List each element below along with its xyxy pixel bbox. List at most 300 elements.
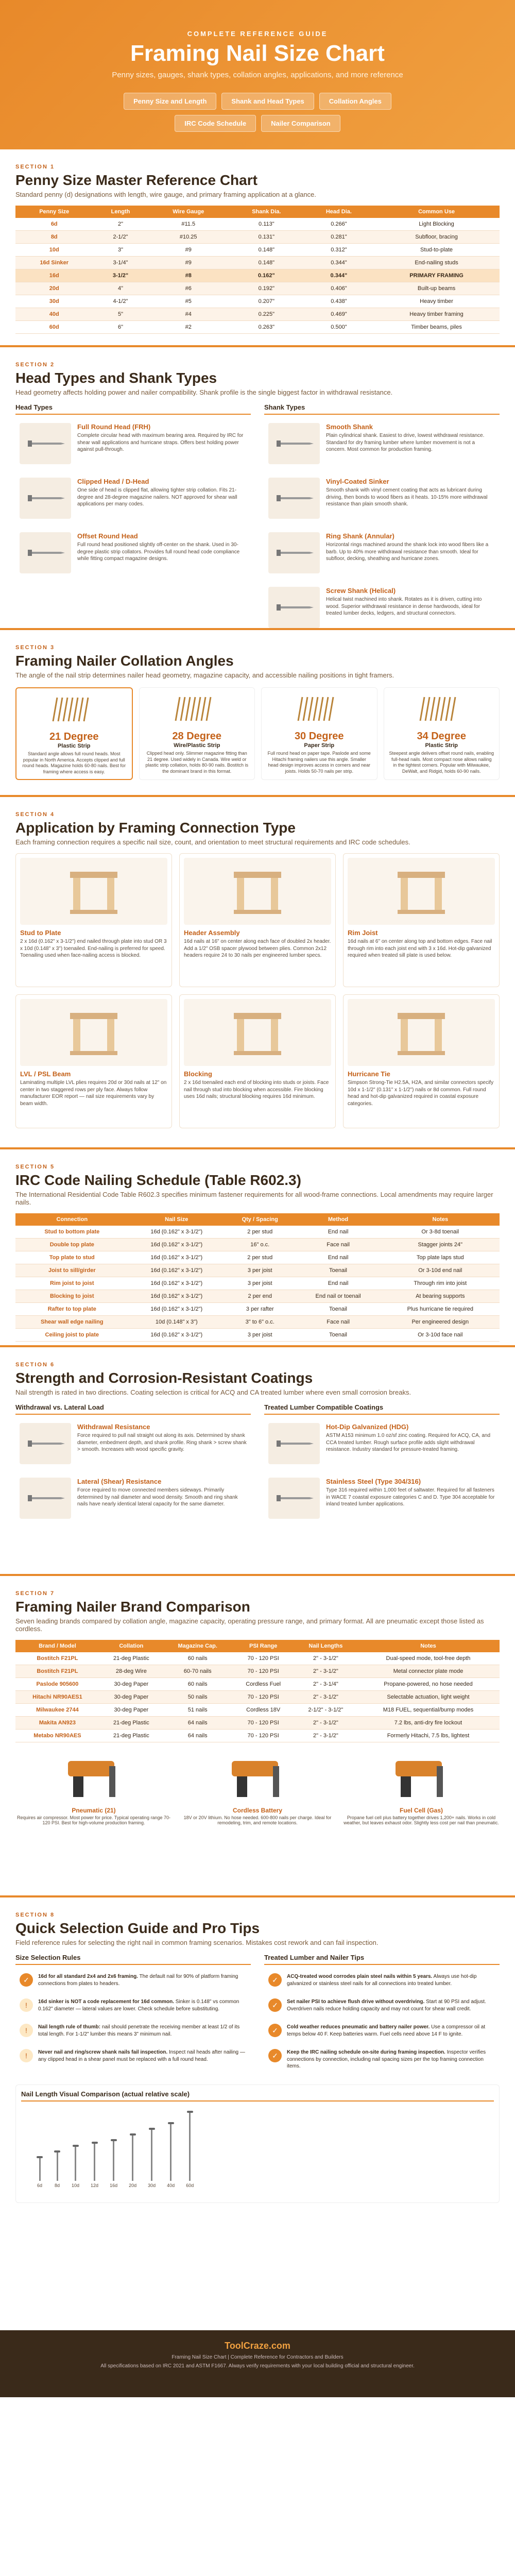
nav-shank-head[interactable]: Shank and Head Types xyxy=(221,93,314,110)
collation-card xyxy=(384,687,500,780)
section-title: IRC Code Nailing Schedule (Table R602.3) xyxy=(15,1172,301,1188)
table-cell: 16d (0.162" x 3-1/2") xyxy=(129,1239,225,1251)
card-title: Withdrawal Resistance xyxy=(77,1423,150,1431)
table-cell: 0.192" xyxy=(229,282,304,295)
nail-length-comparison xyxy=(15,2084,500,2203)
table-cell: 30-deg Paper xyxy=(99,1678,163,1691)
section-desc: The angle of the nail strip determines nailer head geometry, magazine capacity, and accessible nailing positions in tight framers. xyxy=(15,671,394,679)
table-cell: 0.266" xyxy=(304,218,373,231)
table-cell: #4 xyxy=(148,308,228,321)
column-header: Method xyxy=(296,1213,381,1226)
column-header: Shank Dia. xyxy=(229,206,304,218)
section-collation xyxy=(0,630,515,795)
table-cell: 6d xyxy=(15,218,93,231)
table-cell: 3 per joist xyxy=(225,1277,296,1290)
table-cell: 2 per end xyxy=(225,1290,296,1303)
card-title: Ring Shank (Annular) xyxy=(326,532,394,540)
nailer-type-title: Fuel Cell (Gas) xyxy=(399,1807,443,1814)
column-header: Notes xyxy=(381,1213,500,1226)
table-cell: Built-up beams xyxy=(373,282,500,295)
table-cell: Or 3-10d face nail xyxy=(381,1329,500,1342)
table-cell: Cordless Fuel xyxy=(232,1678,295,1691)
card-desc: Force required to move connected members sideways. Primarily determined by nail diameter and wood density. Smooth and ring shank nails have nearly identical lateral capacity for the same diameter. xyxy=(77,1487,238,1507)
table-cell: PRIMARY FRAMING xyxy=(373,269,500,282)
check-icon: ✓ xyxy=(268,1998,282,2012)
table-cell: 3" xyxy=(93,244,148,257)
tip-desc: Use a compressor oil at temps below 40 F. Keep batteries warm. Fuel cells need above 14 F to ignite. xyxy=(287,2024,486,2037)
application-desc: Simpson Strong-Tie H2.5A, H2A, and similar connectors specify 10d x 1-1/2" (0.131" x 1-1/2") nails or 8d common. Full round head and hot-dip galvanized required in coastal exposure categories. xyxy=(348,1080,494,1107)
footer xyxy=(0,2330,515,2397)
table-cell: 60 nails xyxy=(163,1652,232,1665)
nail-scale-item xyxy=(37,2156,43,2188)
tip-item xyxy=(15,1994,251,2016)
table-cell: 0.148" xyxy=(229,244,304,257)
application-desc: 2 x 16d (0.162" x 3-1/2") end nailed through plate into stud OR 3 x 10d (0.148" x 3") toenailed. End-nailing is preferred for speed. Toenailing used when face-nailing access is blocked. xyxy=(20,939,167,958)
collation-angle: 30 Degree xyxy=(294,731,344,742)
nail-head-icon xyxy=(20,423,71,464)
card-desc: Smooth shank with vinyl cement coating that acts as lubricant during driving, then bonds to wood fibers as it heats. 10-15% more withdrawal resistance than plain smooth shank. xyxy=(326,487,488,507)
head-types-column xyxy=(15,403,251,637)
table-cell: Heavy timber xyxy=(373,295,500,308)
table-row xyxy=(15,1264,500,1277)
table-cell: At bearing supports xyxy=(381,1290,500,1303)
tip-desc: The default nail for 90% of platform framing connections from plates to headers. xyxy=(38,1974,238,1987)
table-cell: 40d xyxy=(15,308,93,321)
table-cell: 0.500" xyxy=(304,321,373,334)
table-cell: 0.438" xyxy=(304,295,373,308)
nail-scale-item xyxy=(91,2142,98,2188)
card-desc: ASTM A153 minimum 1.0 oz/sf zinc coating. Required for ACQ, CA, and CCA treated lumber. Rough surface profile adds slight withdrawal resistance. Industry standard for pressure-treated framing. xyxy=(326,1433,491,1452)
table-cell: 4-1/2" xyxy=(93,295,148,308)
tip-desc: Start at 90 PSI and adjust. Overdriven nails reduce holding capacity and may not count for shear wall credit. xyxy=(287,1999,486,2012)
footer-disclaimer: All specifications based on IRC 2021 and ASTM F1667. Always verify requirements with your local building official and structural engineer. xyxy=(100,2363,415,2369)
nail-shank xyxy=(189,2113,191,2181)
nail-shank xyxy=(151,2130,152,2181)
column-header: Qty / Spacing xyxy=(225,1213,296,1226)
coated-nail-icon xyxy=(268,1478,320,1519)
section-label: SECTION 8 xyxy=(15,1912,55,1918)
table-cell: 70 - 120 PSI xyxy=(232,1665,295,1678)
nail-scale-item xyxy=(72,2145,79,2188)
column-heading: Withdrawal vs. Lateral Load xyxy=(15,1403,251,1415)
table-cell: #2 xyxy=(148,321,228,334)
table-cell: 16d (0.162" x 3-1/2") xyxy=(129,1226,225,1239)
table-cell: 0.281" xyxy=(304,231,373,244)
section-head-shank xyxy=(0,347,515,628)
nail-label: 20d xyxy=(129,2182,137,2188)
card-desc: Plain cylindrical shank. Easiest to drive, lowest withdrawal resistance. Standard for dry framing lumber where lumber movement is not a concern. Most common for production framing. xyxy=(326,433,485,452)
table-cell: 5" xyxy=(93,308,148,321)
nail-head-icon xyxy=(20,478,71,519)
table-cell: Stud-to-plate xyxy=(373,244,500,257)
table-row xyxy=(15,1239,500,1251)
section-title: Quick Selection Guide and Pro Tips xyxy=(15,1920,260,1936)
table-cell: End nail or toenail xyxy=(296,1290,381,1303)
table-cell: 16d (0.162" x 3-1/2") xyxy=(129,1251,225,1264)
table-cell: Or 3-10d end nail xyxy=(381,1264,500,1277)
application-card xyxy=(343,853,500,987)
framing-illustration-icon xyxy=(184,999,331,1066)
nail-label: 6d xyxy=(37,2182,42,2188)
column-heading: Treated Lumber and Nailer Tips xyxy=(264,1954,500,1965)
section-desc: Head geometry affects holding power and nailer compatibility. Shank profile is the single biggest factor in withdrawal resistance. xyxy=(15,388,393,396)
nail-shank-icon xyxy=(268,478,320,519)
table-cell: 64 nails xyxy=(163,1717,232,1730)
card-desc: One side of head is clipped flat, allowing tighter strip collation. Fits 21-degree and 28-degree magazine nailers. NOT approved for shear wall applications per many codes. xyxy=(77,487,237,507)
table-cell: 2-1/2" - 3-1/2" xyxy=(295,1704,357,1717)
section-title: Application by Framing Connection Type xyxy=(15,820,296,836)
penny-size-table xyxy=(15,206,500,334)
table-cell: 16d (0.162" x 3-1/2") xyxy=(129,1277,225,1290)
section-title: Framing Nailer Collation Angles xyxy=(15,653,234,669)
nail-label: 8d xyxy=(54,2182,60,2188)
table-cell: 0.162" xyxy=(229,269,304,282)
table-cell: 0.344" xyxy=(304,257,373,269)
framing-illustration-icon xyxy=(20,858,167,925)
table-cell: 70 - 120 PSI xyxy=(232,1730,295,1742)
application-card xyxy=(179,994,336,1128)
table-row xyxy=(15,1665,500,1678)
application-card xyxy=(179,853,336,987)
table-cell: Metabo NR90AES xyxy=(15,1730,99,1742)
table-cell: Plus hurricane tie required xyxy=(381,1303,500,1316)
load-diagram-icon xyxy=(20,1423,71,1464)
section-desc: The International Residential Code Table R602.3 specifies minimum fastener requirements for all wood-frame connections. Local amendments may require larger nails. xyxy=(15,1191,493,1206)
tip-item xyxy=(264,2020,500,2042)
table-cell: Stagger joints 24" xyxy=(381,1239,500,1251)
application-desc: 2 x 16d toenailed each end of blocking into studs or joists. Face nail through stud into blocking when accessible. Fire blocking uses 16d nails; structural blocking requires 16d minimum. xyxy=(184,1080,329,1099)
column-header: Head Dia. xyxy=(304,206,373,218)
table-cell: 2" - 3-1/2" xyxy=(295,1717,357,1730)
table-cell: 28-deg Wire xyxy=(99,1665,163,1678)
section-brand-comparison xyxy=(0,1576,515,1895)
nail-label: 60d xyxy=(186,2182,194,2188)
nail-scale-item xyxy=(129,2133,136,2188)
nail-strip-icon xyxy=(418,693,465,724)
table-cell: 2" - 3-1/2" xyxy=(295,1730,357,1742)
table-row xyxy=(15,308,500,321)
card-title: Lateral (Shear) Resistance xyxy=(77,1478,162,1485)
comparison-title: Nail Length Visual Comparison (actual relative scale) xyxy=(21,2090,494,2102)
table-cell: Or 3-8d toenail xyxy=(381,1226,500,1239)
collation-desc: Clipped head only. Slimmer magazine fitting than 21 degree. Used widely in Canada. Wire weld or plastic strip collation, holds 80-90 nails. Bostitch is the dominant brand in this format. xyxy=(145,751,249,774)
table-row xyxy=(15,1691,500,1704)
treated-tips-column xyxy=(264,1954,500,2077)
table-cell: Cordless 18V xyxy=(232,1704,295,1717)
info-card xyxy=(15,1473,251,1523)
collation-angle: 21 Degree xyxy=(49,731,99,742)
section-label: SECTION 4 xyxy=(15,811,55,818)
application-title: Hurricane Tie xyxy=(348,1070,390,1078)
shank-types-column xyxy=(264,403,500,637)
column-header: PSI Range xyxy=(232,1640,295,1652)
nail-strip-icon xyxy=(174,693,220,724)
table-cell: 3 per joist xyxy=(225,1264,296,1277)
tip-desc: Inspect nail heads after nailing — any clipped head in a shear panel must be replaced with a full round head. xyxy=(38,2049,245,2062)
nail-shank-icon xyxy=(268,532,320,573)
check-icon: ✓ xyxy=(268,2049,282,2062)
table-cell: Per engineered design xyxy=(381,1316,500,1329)
section-desc: Standard penny (d) designations with length, wire gauge, and primary framing application at a glance. xyxy=(15,191,316,198)
nail-shank xyxy=(170,2124,171,2181)
table-cell: Stud to bottom plate xyxy=(15,1226,129,1239)
footer-brand[interactable]: ToolCraze.com xyxy=(225,2341,290,2351)
table-cell: 30d xyxy=(15,295,93,308)
table-cell: Formerly Hitachi, 7.5 lbs, lightest xyxy=(357,1730,500,1742)
section-label: SECTION 2 xyxy=(15,362,55,368)
table-cell: Toenail xyxy=(296,1329,381,1342)
table-cell: 2" xyxy=(93,218,148,231)
card-desc: Force required to pull nail straight out along its axis. Determined by shank diameter, embedment depth, and shank profile. Ring shank > screw shank > smooth. Increases with wood specific gravity. xyxy=(77,1433,247,1452)
table-cell: 4" xyxy=(93,282,148,295)
table-cell: 2" - 3-1/2" xyxy=(295,1691,357,1704)
table-cell: 0.131" xyxy=(229,231,304,244)
table-row xyxy=(15,295,500,308)
table-cell: 3 per joist xyxy=(225,1329,296,1342)
collation-angle: 34 Degree xyxy=(417,731,467,742)
table-row xyxy=(15,1704,500,1717)
collation-angle: 28 Degree xyxy=(172,731,222,742)
tip-title: 16d sinker is NOT a code replacement for 16d common. xyxy=(38,1999,174,2005)
table-cell: 16d Sinker xyxy=(15,257,93,269)
table-row xyxy=(15,1717,500,1730)
hero-nav xyxy=(0,93,515,132)
table-cell: 16d (0.162" x 3-1/2") xyxy=(129,1329,225,1342)
table-cell: #10.25 xyxy=(148,231,228,244)
section-label: SECTION 1 xyxy=(15,164,55,170)
table-cell: Milwaukee 2744 xyxy=(15,1704,99,1717)
column-header: Length xyxy=(93,206,148,218)
table-cell: 2" - 3-1/4" xyxy=(295,1678,357,1691)
table-cell: 10d (0.148" x 3") xyxy=(129,1316,225,1329)
table-cell: Face nail xyxy=(296,1316,381,1329)
tip-desc: nail should penetrate the receiving member at least 1/2 of its total length. For 1-1/2" lumber this means 3" minimum nail. xyxy=(38,2024,240,2037)
nailer-icon xyxy=(380,1751,462,1802)
section-irc-schedule xyxy=(0,1149,515,1345)
section-label: SECTION 7 xyxy=(15,1590,55,1597)
nailer-type-desc: Propane fuel cell plus battery together drives 1,200+ nails. Works in cold weather, but leaves exhaust odor. Slightly less cost per nail than pneumatic. xyxy=(344,1815,499,1825)
info-card xyxy=(264,583,500,632)
tip-item xyxy=(264,2045,500,2074)
table-cell: 3-1/2" xyxy=(93,269,148,282)
table-row xyxy=(15,1226,500,1239)
table-cell: 7.2 lbs, anti-dry fire lockout xyxy=(357,1717,500,1730)
tip-title: Nail length rule of thumb: xyxy=(38,2024,101,2030)
table-cell: #8 xyxy=(148,269,228,282)
nailer-icon xyxy=(53,1751,135,1802)
table-cell: 60 nails xyxy=(163,1678,232,1691)
nail-shank-icon xyxy=(268,423,320,464)
table-cell: 60-70 nails xyxy=(163,1665,232,1678)
application-desc: 16d nails at 16" on center along each face of doubled 2x header. Add a 1/2" OSB spacer plywood between plies. Common 2x12 headers require 24 to 30 nails per engineered lumber specs. xyxy=(184,939,331,958)
warning-icon: ! xyxy=(20,2024,33,2037)
card-title: Vinyl-Coated Sinker xyxy=(326,478,389,485)
table-cell: 0.113" xyxy=(229,218,304,231)
table-cell: Subfloor, bracing xyxy=(373,231,500,244)
card-title: Full Round Head (FRH) xyxy=(77,423,151,431)
collation-desc: Steepest angle delivers offset round nails, enabling full-head nails. Most compact nose allows nailing in the tightest corners. Popular with Milwaukee, DeWalt, and Ridgid, holds 60-90 nails. xyxy=(389,751,494,774)
table-cell: Timber beams, piles xyxy=(373,321,500,334)
table-cell: End nail xyxy=(296,1277,381,1290)
table-cell: 2" - 3-1/2" xyxy=(295,1665,357,1678)
info-card xyxy=(264,1419,500,1468)
table-cell: 3" to 6" o.c. xyxy=(225,1316,296,1329)
table-row xyxy=(15,1251,500,1264)
nail-scale-item xyxy=(110,2139,117,2188)
warning-icon: ! xyxy=(20,1998,33,2012)
table-cell: 0.344" xyxy=(304,269,373,282)
application-title: Blocking xyxy=(184,1070,212,1078)
table-cell: Propane-powered, no hose needed xyxy=(357,1678,500,1691)
table-cell: Face nail xyxy=(296,1239,381,1251)
section-title: Framing Nailer Brand Comparison xyxy=(15,1599,250,1615)
nail-shank-icon xyxy=(268,587,320,628)
nailer-type-card xyxy=(15,1751,172,1838)
table-cell: Metal connector plate mode xyxy=(357,1665,500,1678)
column-header: Nail Lengths xyxy=(295,1640,357,1652)
nail-shank xyxy=(39,2158,41,2181)
section-applications xyxy=(0,797,515,1147)
table-row xyxy=(15,282,500,295)
collation-desc: Standard angle allows full round heads. Most popular in North America. Accepts clipped and full round heads. Magazine holds 60-80 nails. Best for framing where access is easy. xyxy=(22,751,126,775)
collation-type: Plastic Strip xyxy=(425,742,458,749)
table-cell: 30-deg Paper xyxy=(99,1704,163,1717)
nav-collation[interactable]: Collation Angles xyxy=(319,93,391,110)
section-title: Penny Size Master Reference Chart xyxy=(15,172,258,188)
table-cell: 20d xyxy=(15,282,93,295)
nav-penny-size[interactable]: Penny Size and Length xyxy=(124,93,216,110)
card-title: Clipped Head / D-Head xyxy=(77,478,149,485)
table-row xyxy=(15,321,500,334)
collation-type: Paper Strip xyxy=(304,742,335,749)
table-cell: #9 xyxy=(148,244,228,257)
column-header: Nail Size xyxy=(129,1213,225,1226)
footer-line: Framing Nail Size Chart | Complete Reference for Contractors and Builders xyxy=(171,2354,344,2360)
table-cell: Heavy timber framing xyxy=(373,308,500,321)
nail-strip-icon xyxy=(51,693,97,724)
table-cell: Dual-speed mode, tool-free depth xyxy=(357,1652,500,1665)
table-cell: 70 - 120 PSI xyxy=(232,1691,295,1704)
nail-label: 12d xyxy=(91,2182,99,2188)
coated-nail-icon xyxy=(268,1423,320,1464)
tip-title: 16d for all standard 2x4 and 2x6 framing. xyxy=(38,1974,138,1979)
collation-type: Plastic Strip xyxy=(57,743,91,749)
column-header: Brand / Model xyxy=(15,1640,99,1652)
table-cell: M18 FUEL, sequential/bump modes xyxy=(357,1704,500,1717)
card-desc: Complete circular head with maximum bearing area. Required by IRC for shear wall applications and hurricane straps. Offers best holding power against pull-through. xyxy=(77,433,244,452)
nav-nailer-comparison[interactable]: Nailer Comparison xyxy=(261,115,340,132)
nailer-type-title: Cordless Battery xyxy=(232,1807,283,1814)
table-cell: 3-1/4" xyxy=(93,257,148,269)
table-cell: 21-deg Plastic xyxy=(99,1652,163,1665)
check-icon: ✓ xyxy=(20,1973,33,1987)
nailer-type-title: Pneumatic (21) xyxy=(72,1807,116,1814)
table-cell: 16d (0.162" x 3-1/2") xyxy=(129,1264,225,1277)
nailer-icon xyxy=(216,1751,299,1802)
tip-item xyxy=(264,1994,500,2016)
card-title: Smooth Shank xyxy=(326,423,373,431)
column-heading: Head Types xyxy=(15,403,251,415)
card-title: Offset Round Head xyxy=(77,532,138,540)
column-heading: Treated Lumber Compatible Coatings xyxy=(264,1403,500,1415)
table-cell: 70 - 120 PSI xyxy=(232,1717,295,1730)
collation-card xyxy=(139,687,255,780)
collation-type: Wire/Plastic Strip xyxy=(174,742,220,749)
table-cell: 8d xyxy=(15,231,93,244)
card-desc: Type 316 required within 1,000 feet of saltwater. Required for all fasteners in WACE 7 coastal exposure categories C and D. Type 304 acceptable for inland treated lumber applications. xyxy=(326,1487,495,1507)
nailer-type-card xyxy=(343,1751,500,1838)
column-header: Connection xyxy=(15,1213,129,1226)
tip-title: Keep the IRC nailing schedule on-site during framing inspection. xyxy=(287,2049,445,2055)
collation-card xyxy=(15,687,133,780)
table-cell: Paslode 905600 xyxy=(15,1678,99,1691)
column-header: Collation xyxy=(99,1640,163,1652)
collation-card xyxy=(261,687,377,780)
table-cell: 0.207" xyxy=(229,295,304,308)
tip-item xyxy=(15,2020,251,2042)
table-row xyxy=(15,1329,500,1342)
warning-icon: ! xyxy=(20,2049,33,2062)
application-card xyxy=(15,853,172,987)
section-title: Head Types and Shank Types xyxy=(15,370,217,386)
table-cell: 0.225" xyxy=(229,308,304,321)
table-row xyxy=(15,1277,500,1290)
info-card xyxy=(264,473,500,523)
nailer-type-desc: Requires air compressor. Most power for price. Typical operating range 70-120 PSI. Best for high-volume production framing. xyxy=(17,1815,170,1825)
table-cell: Through rim into joist xyxy=(381,1277,500,1290)
nav-irc-schedule[interactable]: IRC Code Schedule xyxy=(175,115,256,132)
nail-strip-icon xyxy=(296,693,342,724)
section-desc: Field reference rules for selecting the right nail in common framing scenarios. Mistakes cost rework and can fail inspection. xyxy=(15,1939,379,1946)
table-row xyxy=(15,1290,500,1303)
column-header: Penny Size xyxy=(15,206,93,218)
column-header: Wire Gauge xyxy=(148,206,228,218)
nail-label: 16d xyxy=(110,2182,118,2188)
table-row xyxy=(15,218,500,231)
table-cell: Toenail xyxy=(296,1264,381,1277)
table-cell: Joist to sill/girder xyxy=(15,1264,129,1277)
framing-illustration-icon xyxy=(348,858,495,925)
card-desc: Full round head positioned slightly off-center on the shank. Used in 30-degree plastic strip collators. Provides full round head code compliance while fitting compact magazine designs. xyxy=(77,542,240,562)
table-cell: 51 nails xyxy=(163,1704,232,1717)
info-card xyxy=(264,528,500,578)
nailer-type-card xyxy=(179,1751,336,1838)
application-card xyxy=(343,994,500,1128)
table-cell: Hitachi NR90AES1 xyxy=(15,1691,99,1704)
table-cell: 60d xyxy=(15,321,93,334)
table-cell: 64 nails xyxy=(163,1730,232,1742)
table-cell: Rafter to top plate xyxy=(15,1303,129,1316)
column-heading: Size Selection Rules xyxy=(15,1954,251,1965)
table-row xyxy=(15,1303,500,1316)
section-selection-guide xyxy=(0,1897,515,2330)
application-desc: 16d nails at 6" on center along top and bottom edges. Face nail through rim into each joist end with 3 x 16d. Hot-dip galvanized required when treated sill plate is used below. xyxy=(348,939,492,958)
table-cell: #6 xyxy=(148,282,228,295)
nail-shank xyxy=(113,2141,114,2181)
info-card xyxy=(15,1419,251,1468)
nail-shank xyxy=(57,2153,58,2181)
table-cell: #11.5 xyxy=(148,218,228,231)
info-card xyxy=(15,528,251,578)
load-diagram-icon xyxy=(20,1478,71,1519)
card-title: Screw Shank (Helical) xyxy=(326,587,396,595)
table-cell: #5 xyxy=(148,295,228,308)
tip-title: Cold weather reduces pneumatic and battery nailer power. xyxy=(287,2024,430,2030)
hero-banner xyxy=(0,0,515,149)
info-card xyxy=(264,1473,500,1523)
section-title: Strength and Corrosion-Resistant Coatings xyxy=(15,1370,313,1386)
column-header: Magazine Cap. xyxy=(163,1640,232,1652)
